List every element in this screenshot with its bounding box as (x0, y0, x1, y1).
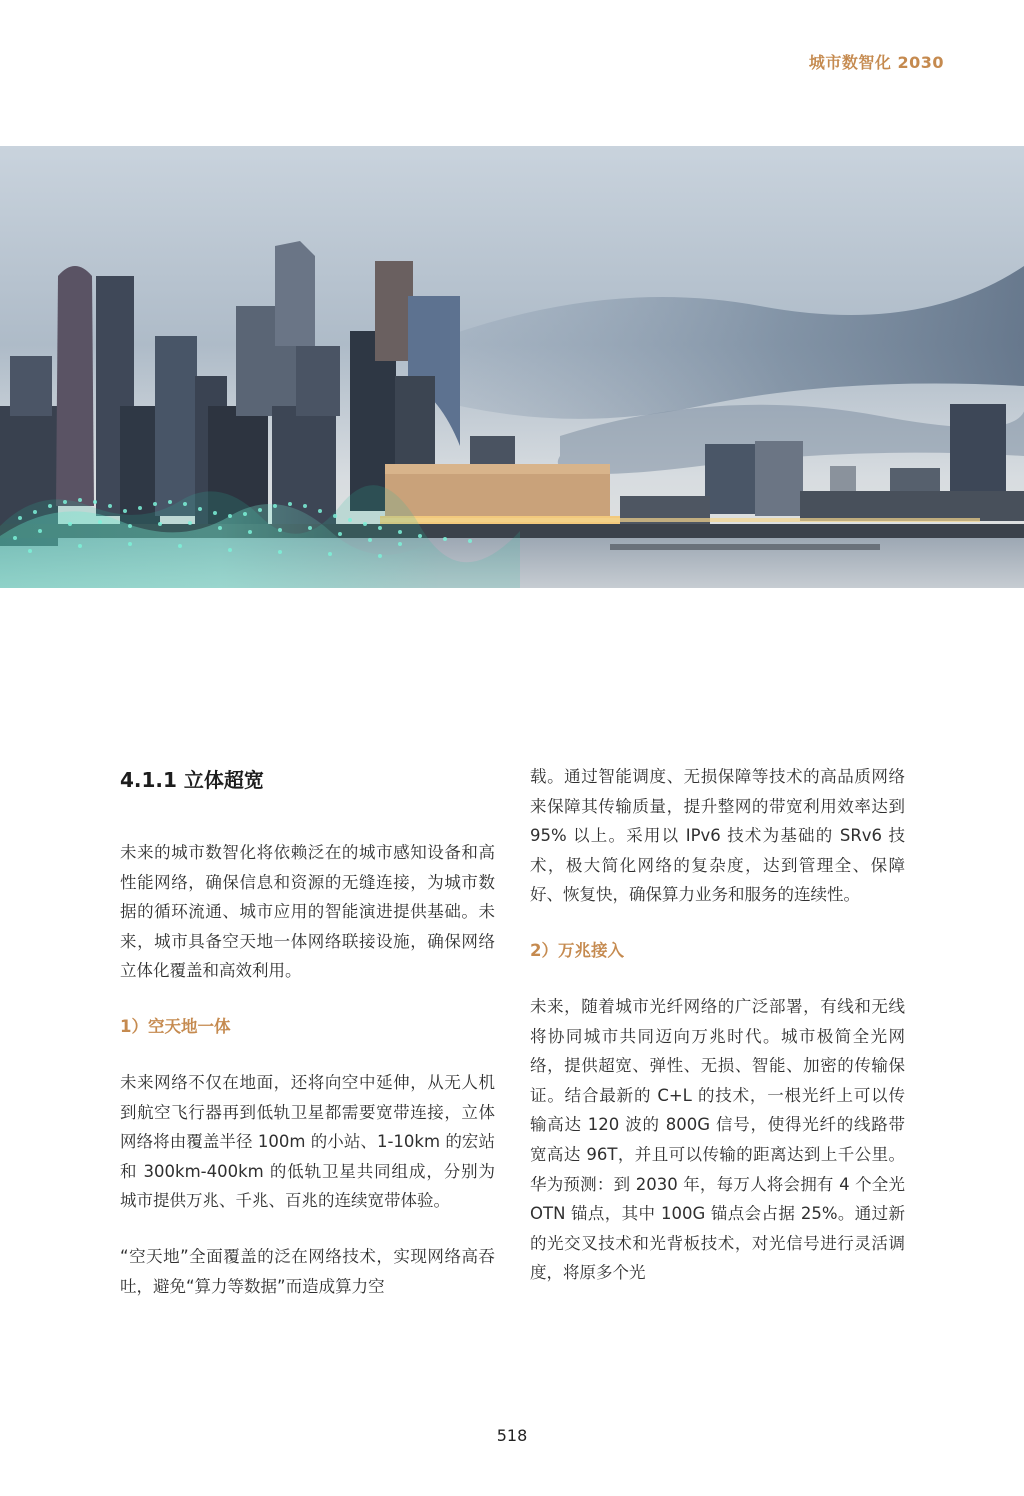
running-header: 城市数智化 2030 (808, 53, 944, 72)
city-skyline-image (0, 146, 1024, 588)
paragraph: 未来网络不仅在地面，还将向空中延伸，从无人机到航空飞行器再到低轨卫星都需要宽带连接，立体网络将由覆盖半径 100m 的小站、1-10km 的宏站和 300km-400km 的低轨卫星共同组成，分别为城市提供万兆、千兆、百兆的连续宽带体验。 (120, 1072, 495, 1211)
subsection-title-1: 1）空天地一体 (120, 1016, 231, 1036)
intro-paragraph: 未来的城市数智化将依赖泛在的城市感知设备和高性能网络，确保信息和资源的无缝连接，为城市数据的循环流通、城市应用的智能演进提供基础。未来，城市具备空天地一体网络联接设施，确保网络立体化覆盖和高效利用。 (120, 843, 495, 981)
right-column (530, 762, 905, 1314)
page-number: 518 (496, 1426, 528, 1445)
subsection-title-2: 2）万兆接入 (530, 940, 624, 960)
section-title: 4.1.1 立体超宽 (120, 768, 264, 792)
paragraph: “空天地”全面覆盖的泛在网络技术，实现网络高吞吐，避免“算力等数据”而造成算力空 (120, 1246, 495, 1296)
left-column (120, 760, 495, 1327)
paragraph: 未来，随着城市光纤网络的广泛部署，有线和无线将协同城市共同迈向万兆时代。城市极简全光网络，提供超宽、弹性、无损、智能、加密的传输保证。结合最新的 C+L 的技术，一根光纤上可以传输高达 120 波的 800G 信号，使得光纤的线路带宽高达 96T，并且可以传输的距离达到上千公里。华为预测：到 2030 年，每万人将会拥有 4 个全光 OTN 锚点，其中 100G 锚点会占据 25%。通过新的光交叉技术和光背板技术，对光信号进行灵活调度，将原多个光 (530, 996, 905, 1283)
paragraph-continued: 载。通过智能调度、无损保障等技术的高品质网络来保障其传输质量，提升整网的带宽利用效率达到 95% 以上。采用以 IPv6 技术为基础的 SRv6 技术，极大简化网络的复杂度，达到管理全、保障好、恢复快，确保算力业务和服务的连续性。 (530, 767, 905, 905)
